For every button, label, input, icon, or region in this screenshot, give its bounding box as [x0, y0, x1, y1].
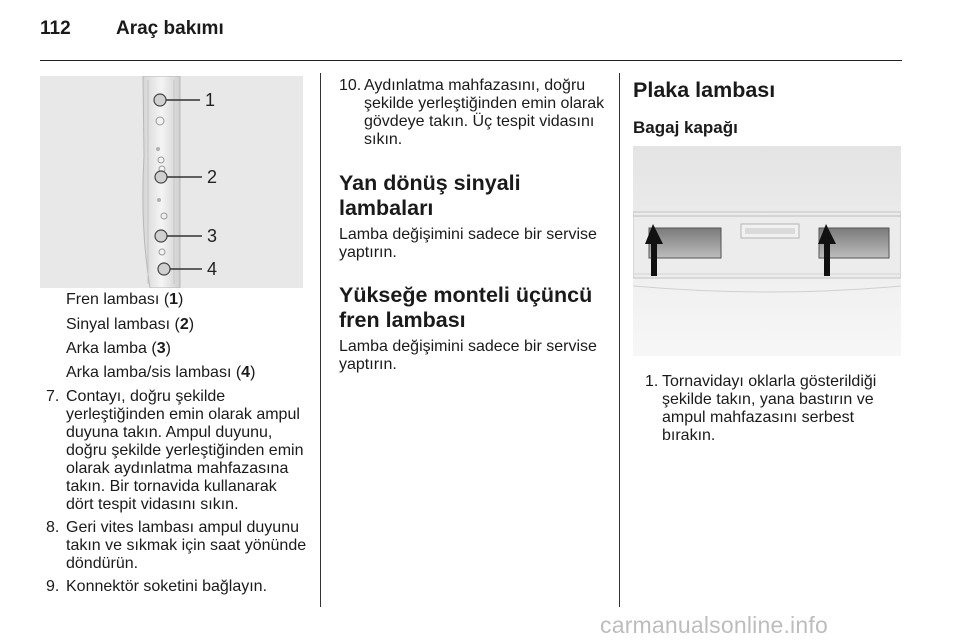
section-body-line: yaptırın. [339, 356, 397, 373]
lamp-legend-item: Arka lamba (3) [66, 340, 171, 357]
section-heading: lambaları [339, 196, 434, 220]
page-number: 112 [40, 18, 71, 39]
step-text-line: Tornavidayı oklarla gösterildiği [662, 373, 877, 390]
step-text-line: gövdeye takın. Üç tespit vidasını [364, 113, 595, 130]
section-body-line: yaptırın. [339, 244, 397, 261]
bulb-marker-3 [155, 230, 167, 242]
bulb-marker-4 [158, 263, 170, 275]
step-text-line: Konnektör soketini bağlayın. [66, 578, 268, 595]
step-text-line: ampul mahfazasını serbest [662, 409, 855, 426]
step-number: 9. [46, 578, 60, 595]
callout-label-4: 4 [207, 259, 218, 279]
step-text-line: takın ve sıkmak için saat yönünde [66, 537, 307, 554]
lamp-legend-item: Sinyal lambası (2) [66, 316, 195, 333]
step-number: 10. [339, 77, 362, 94]
step-text-line: şekilde yerleştiğinden emin olarak [364, 95, 605, 112]
step-text-line: bırakın. [662, 427, 716, 444]
lamp-legend-item: Fren lambası (1) [66, 291, 184, 308]
step-text-line: takın. Bir tornavida kullanarak [66, 478, 277, 495]
callout-label-2: 2 [207, 167, 218, 187]
column-divider-2 [619, 73, 620, 607]
page-title: Araç bakımı [116, 18, 224, 39]
subheading-tailgate: Bagaj kapağı [633, 118, 738, 137]
section-heading: Yan dönüş sinyali [339, 171, 521, 195]
bulb-marker-1 [154, 94, 166, 106]
lamp-legend-item: Arka lamba/sis lambası (4) [66, 364, 256, 381]
section-heading: Yükseğe monteli üçüncü [339, 283, 593, 307]
watermark: carmanualsonline.info [600, 612, 828, 638]
section-body-line: Lamba değişimini sadece bir servise [339, 226, 597, 243]
rear-lamp-illustration [40, 76, 303, 288]
callout-label-3: 3 [207, 226, 218, 246]
bulb-marker-2 [155, 171, 167, 183]
step-text-line: dört tespit vidasını sıkın. [66, 496, 239, 513]
step-text-line: yerleştiğinden emin olarak ampul [66, 406, 300, 423]
section-heading: fren lambası [339, 308, 466, 332]
license-plate-lamp-figure [633, 146, 901, 356]
step-text-line: doğru şekilde yerleştiğinden emin [66, 442, 304, 459]
rear-lamp-figure [40, 76, 303, 288]
step-text-line: Geri vites lambası ampul duyunu [66, 519, 299, 536]
step-text-line: şekilde takın, yana bastırın ve [662, 391, 874, 408]
step-number: 7. [46, 388, 60, 405]
section-body-line: Lamba değişimini sadece bir servise [339, 338, 597, 355]
callout-label-1: 1 [205, 90, 216, 110]
step-text-line: Aydınlatma mahfazasını, doğru [364, 77, 586, 94]
step-text-line: döndürün. [66, 555, 139, 572]
step-text-line: duyuna takın. Ampul duyunu, [66, 424, 273, 441]
step-text-line: olarak aydınlatma mahfazasına [66, 460, 289, 477]
column-divider-1 [320, 73, 321, 607]
section-heading-license-plate: Plaka lambası [633, 78, 776, 102]
license-plate-lamp-illustration [633, 146, 901, 356]
step-number: 1. [645, 373, 659, 390]
step-number: 8. [46, 519, 60, 536]
header-divider [40, 60, 902, 61]
step-text-line: Contayı, doğru şekilde [66, 388, 226, 405]
step-text-line: sıkın. [364, 131, 403, 148]
